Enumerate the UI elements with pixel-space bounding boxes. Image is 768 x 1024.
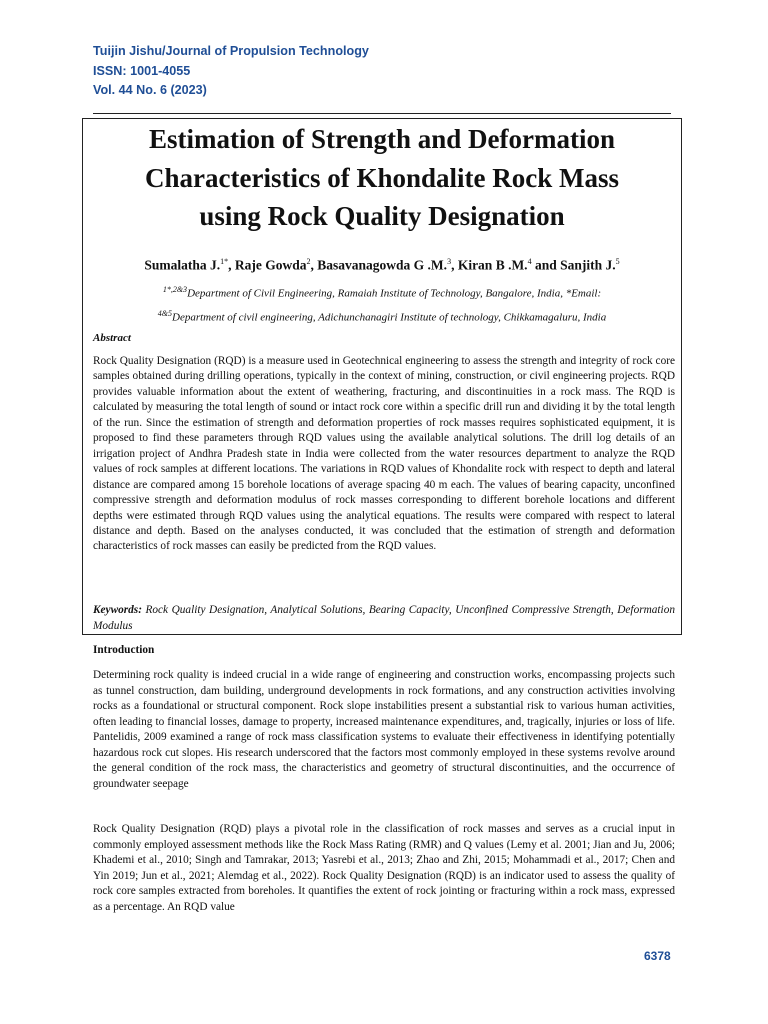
header-rule xyxy=(93,113,671,114)
body-paragraph: Rock Quality Designation (RQD) plays a pivotal role in the classification of rock masses and serves as a crucial input in commonly employed assessment methods like the Rock Mass Rating (RMR) and Q values (Lemy et al. 2001; Jian and Ju, 2006; Khademi et al., 2010; Singh and Tamrakar, 2013; Yasrebi et al., 2013; Zhao and Zhi, 2015; Mohammadi et al., 2017; Chen and Yin 2019; Jun et al., 2021; Alemdag et al., 2022). Rock Quality Designation (RQD) is an indicator used to assess the quality of rock core samples extracted from boreholes. It quantifies the extent of rock jointing or fracturing within a rock mass, expressed as a percentage. An RQD value xyxy=(93,823,675,913)
author-affiliation-marker: 4 xyxy=(527,257,532,266)
journal-header xyxy=(93,42,369,101)
journal-volume: Vol. 44 No. 6 (2023) xyxy=(93,83,207,97)
author-affiliation-marker: 2 xyxy=(306,257,311,266)
author-separator: , xyxy=(451,257,458,273)
section-heading-introduction: Introduction xyxy=(93,644,155,656)
keywords-label: Keywords: xyxy=(93,604,142,616)
title-line: using Rock Quality Designation xyxy=(199,201,565,231)
author-affiliation-marker: 1* xyxy=(220,257,229,266)
author-name: Sumalatha J. xyxy=(144,257,221,273)
author-affiliation-marker: 5 xyxy=(615,257,620,266)
abstract-body: Rock Quality Designation (RQD) is a measure used in Geotechnical engineering to assess the strength and integrity of rock core samples obtained during drilling operations, typically in the context of mining, construction, or civil engineering projects. RQD provides valuable information about the extent of weathering, fracturing, and discontinuities in a rock mass. The RQD is calculated by measuring the total length of sound or intact rock core within a specific drill run and dividing it by the total length of the run. Since the estimation of strength and deformation properties of rock masses requires sophisticated equipment, it is proposed to find these parameters through RQD values using the available analytical solutions. The drill log details of an irrigation project of Andhra Pradesh state in India were collected from the water resources department to analyze the RQD values of rock samples at different locations. The variations in RQD values of Khondalite rock with respect to depth and lateral distance are compared among 15 borehole locations of average spacing 40 m each. The values of bearing capacity, unconfined compressive strength and deformation modulus of rock masses corresponding to different borehole locations and different depths were estimated through RQD values using the analytical equations. The results were compared with respect to lateral distance and depth. Based on the analyses conducted, it was concluded that the estimation of strength and deformation characteristics of rock masses can easily be predicted from the RQD values. xyxy=(93,355,675,553)
affiliation xyxy=(83,285,681,300)
affiliation-marker: 4&5 xyxy=(157,309,172,318)
affiliation-text: Department of civil engineering, Adichunchanagiri Institute of technology, Chikkamagaluru, India xyxy=(172,311,607,324)
abstract-heading: Abstract xyxy=(93,332,131,344)
journal-name: Tuijin Jishu/Journal of Propulsion Technology xyxy=(93,44,369,58)
author-name: Kiran B .M. xyxy=(457,257,528,273)
title-line: Characteristics of Khondalite Rock Mass xyxy=(145,162,619,193)
keywords-text: Rock Quality Designation, Analytical Solutions, Bearing Capacity, Unconfined Compressive Strength, Deformation Modulus xyxy=(93,604,675,632)
author-name: Basavanagowda G .M. xyxy=(317,257,448,273)
title-abstract-box xyxy=(82,118,682,635)
author-name: Sanjith J. xyxy=(560,257,616,273)
affiliation-text: Department of Civil Engineering, Ramaiah Institute of Technology, Bangalore, India, *Email: xyxy=(187,287,602,300)
affiliation-marker: 1*,2&3 xyxy=(162,285,188,294)
author-name: Raje Gowda xyxy=(234,257,307,273)
journal-issn: ISSN: 1001-4055 xyxy=(93,63,191,78)
page-number: 6378 xyxy=(644,949,671,963)
author-separator: , xyxy=(310,257,318,273)
affiliation xyxy=(83,309,681,324)
author-list xyxy=(83,257,681,274)
paper-title xyxy=(83,120,681,236)
author-and: and xyxy=(531,257,561,273)
author-separator: , xyxy=(228,257,235,273)
keywords xyxy=(93,603,675,634)
body-paragraph: Determining rock quality is indeed crucial in a wide range of engineering and construction works, encompassing projects such as tunnel construction, dam building, underground developments in rock formations, and any construction activities involving rocks as a foundational or structural component. Rock slope instabilities present a substantial risk to various human activities, often leading to financial losses, damage to property, increased maintenance expenditures, and, tragically, injuries or loss of life. Pantelidis, 2009 examined a range of rock mass classification systems to evaluate their effectiveness in identifying potentially hazardous rock cut slopes. His research underscored that the factors most commonly employed in these systems revolve around the general condition of the rock mass, the characteristics and geometry of structural discontinuities, and the occurrence of groundwater seepage xyxy=(93,669,675,790)
title-line: Estimation of Strength and Deformation xyxy=(148,124,615,154)
author-affiliation-marker: 3 xyxy=(447,257,452,266)
